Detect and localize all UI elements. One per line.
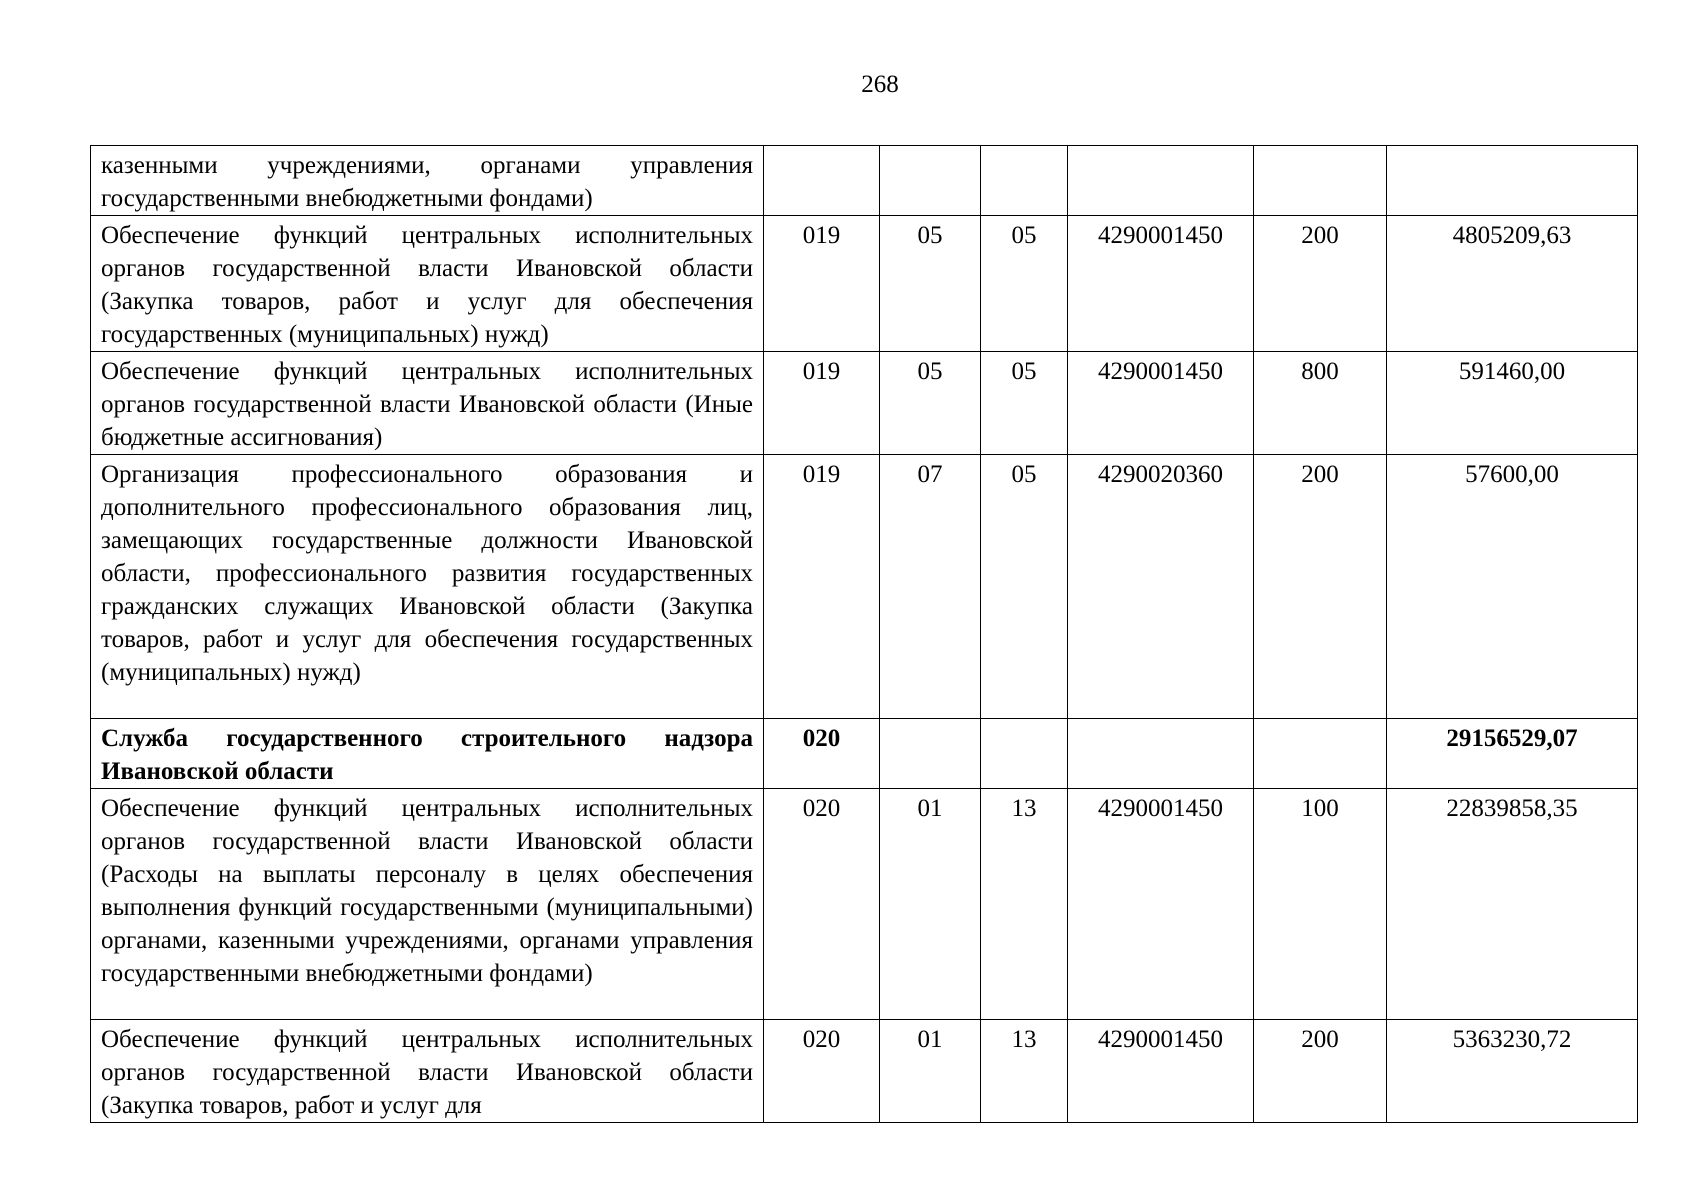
row-description: Организация профессионального образования и дополнительного профессионального образования лиц, замещающих государственные должности Ивановской области, профессионального развития государственных гражданских служащих Ивановской области (Закупка товаров, работ и услуг для обеспечения государственных (муниципальных) нужд)	[91, 455, 764, 719]
table-row	[91, 146, 1638, 216]
table-row	[91, 455, 1638, 719]
cell-section: 01	[880, 1020, 981, 1123]
cell-target-article: 4290001450	[1068, 352, 1254, 455]
cell-target-article: 4290001450	[1068, 1020, 1254, 1123]
budget-table	[90, 145, 1638, 1123]
table-row	[91, 1020, 1638, 1123]
cell-amount	[1387, 146, 1638, 216]
cell-expense-type: 100	[1254, 789, 1387, 1020]
cell-amount: 29156529,07	[1387, 719, 1638, 789]
cell-expense-type	[1254, 146, 1387, 216]
cell-department-code: 020	[764, 1020, 880, 1123]
cell-target-article: 4290001450	[1068, 789, 1254, 1020]
cell-target-article: 4290001450	[1068, 216, 1254, 352]
cell-amount: 57600,00	[1387, 455, 1638, 719]
cell-subsection	[981, 719, 1068, 789]
cell-subsection: 05	[981, 352, 1068, 455]
cell-department-code	[764, 146, 880, 216]
cell-expense-type: 800	[1254, 352, 1387, 455]
row-description: Обеспечение функций центральных исполнительных органов государственной власти Ивановской области (Расходы на выплаты персоналу в целях обеспечения выполнения функций государственными (муниципальными) органами, казенными учреждениями, органами управления государственными внебюджетными фондами)	[91, 789, 764, 1020]
table-row	[91, 352, 1638, 455]
cell-target-article	[1068, 146, 1254, 216]
table-row	[91, 789, 1638, 1020]
cell-section: 01	[880, 789, 981, 1020]
cell-amount: 591460,00	[1387, 352, 1638, 455]
page-number: 268	[861, 71, 899, 98]
cell-subsection: 13	[981, 789, 1068, 1020]
cell-subsection: 13	[981, 1020, 1068, 1123]
row-description: Обеспечение функций центральных исполнительных органов государственной власти Ивановской области (Иные бюджетные ассигнования)	[91, 352, 764, 455]
cell-expense-type: 200	[1254, 455, 1387, 719]
table-row	[91, 216, 1638, 352]
cell-expense-type: 200	[1254, 216, 1387, 352]
cell-amount: 22839858,35	[1387, 789, 1638, 1020]
cell-department-code: 020	[764, 719, 880, 789]
row-description: Обеспечение функций центральных исполнительных органов государственной власти Ивановской области (Закупка товаров, работ и услуг для	[91, 1020, 764, 1123]
cell-section: 05	[880, 352, 981, 455]
cell-target-article: 4290020360	[1068, 455, 1254, 719]
cell-section: 05	[880, 216, 981, 352]
row-description: казенными учреждениями, органами управления государственными внебюджетными фондами)	[91, 146, 764, 216]
cell-subsection	[981, 146, 1068, 216]
cell-target-article	[1068, 719, 1254, 789]
cell-amount: 5363230,72	[1387, 1020, 1638, 1123]
cell-department-code: 019	[764, 455, 880, 719]
cell-subsection: 05	[981, 455, 1068, 719]
cell-expense-type: 200	[1254, 1020, 1387, 1123]
cell-department-code: 019	[764, 352, 880, 455]
row-description: Обеспечение функций центральных исполнительных органов государственной власти Ивановской области (Закупка товаров, работ и услуг для обеспечения государственных (муниципальных) нужд)	[91, 216, 764, 352]
cell-department-code: 019	[764, 216, 880, 352]
row-description: Служба государственного строительного надзора Ивановской области	[91, 719, 764, 789]
cell-section: 07	[880, 455, 981, 719]
cell-department-code: 020	[764, 789, 880, 1020]
cell-expense-type	[1254, 719, 1387, 789]
cell-section	[880, 719, 981, 789]
cell-section	[880, 146, 981, 216]
cell-amount: 4805209,63	[1387, 216, 1638, 352]
table-row	[91, 719, 1638, 789]
cell-subsection: 05	[981, 216, 1068, 352]
